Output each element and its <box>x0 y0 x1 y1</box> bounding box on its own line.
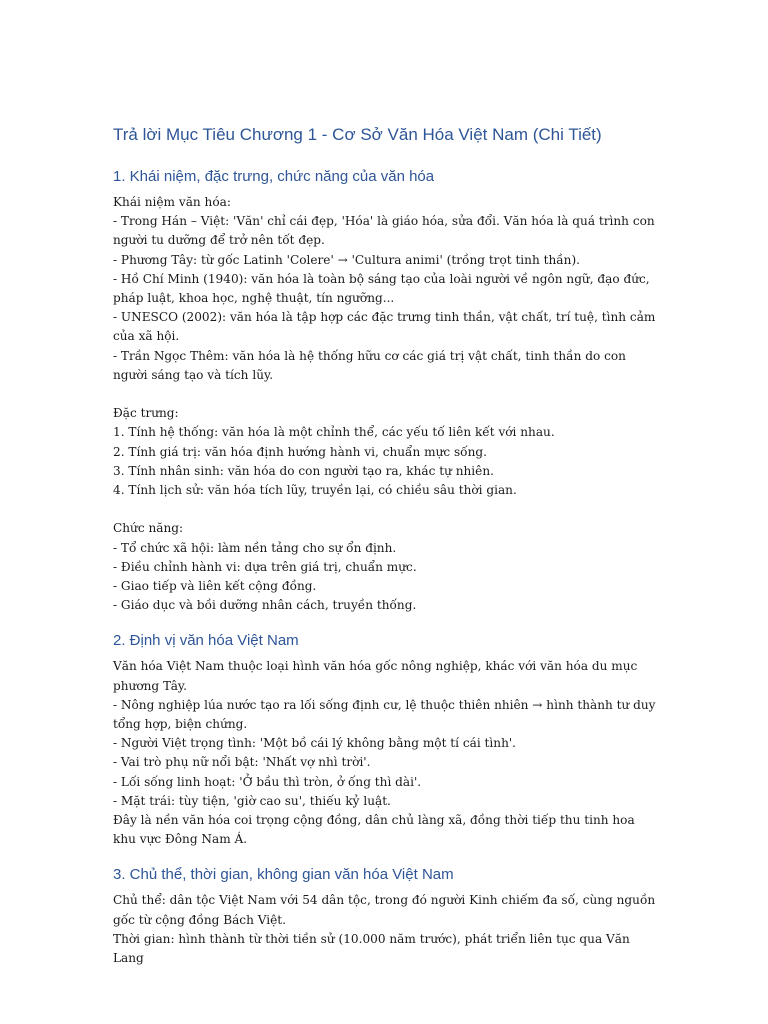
section-3 <box>113 865 658 968</box>
paragraph-line: Đây là nền văn hóa coi trọng cộng đồng, dân chủ làng xã, đồng thời tiếp thu tinh hoa khu vực Đông Nam Á. <box>113 813 635 847</box>
paragraph-line: 3. Tính nhân sinh: văn hóa do con người tạo ra, khác tự nhiên. <box>113 463 494 478</box>
paragraph-line: Thời gian: hình thành từ thời tiền sử (10.000 năm trước), phát triển liên tục qua Văn Lang <box>113 931 630 966</box>
paragraph-line: - Trần Ngọc Thêm: văn hóa là hệ thống hữu cơ các giá trị vật chất, tinh thần do con người sáng tạo và tích lũy. <box>113 348 626 382</box>
paragraph-line: - Giao tiếp và liên kết cộng đồng. <box>113 579 317 594</box>
paragraph-line: - Phương Tây: từ gốc Latinh 'Colere' → 'Cultura animi' (trồng trọt tinh thần). <box>113 252 581 267</box>
paragraph-line: - Lối sống linh hoạt: 'Ở bầu thì tròn, ở ống thì dài'. <box>113 774 422 789</box>
paragraph-line: Đặc trưng: <box>113 406 179 421</box>
paragraph-line: - Trong Hán – Việt: 'Văn' chỉ cái đẹp, 'Hóa' là giáo hóa, sửa đổi. Văn hóa là quá trình con người tu dưỡng để trở nên tốt đẹp. <box>113 214 655 248</box>
section-body <box>113 657 658 849</box>
paragraph-line: - Người Việt trọng tình: 'Một bồ cái lý không bằng một tí cái tình'. <box>113 736 517 751</box>
document-title: Trả lời Mục Tiêu Chương 1 - Cơ Sở Văn Hóa Việt Nam (Chi Tiết) <box>113 125 602 144</box>
paragraph-line: - Điều chỉnh hành vi: dựa trên giá trị, chuẩn mực. <box>113 559 417 574</box>
paragraph-line: Khái niệm văn hóa: <box>113 195 231 209</box>
section-body <box>113 193 658 615</box>
document-body <box>113 124 658 984</box>
section-2 <box>113 631 658 849</box>
paragraph-line: Văn hóa Việt Nam thuộc loại hình văn hóa gốc nông nghiệp, khác với văn hóa du mục phương Tây. <box>113 659 638 693</box>
blank-line <box>113 385 658 404</box>
paragraph-line: - Mặt trái: tùy tiện, 'giờ cao su', thiếu kỷ luật. <box>113 793 391 808</box>
paragraph-line: 1. Tính hệ thống: văn hóa là một chỉnh thể, các yếu tố liên kết với nhau. <box>113 425 555 440</box>
paragraph-line: - Giáo dục và bồi dưỡng nhân cách, truyền thống. <box>113 598 417 613</box>
paragraph-line: 4. Tính lịch sử: văn hóa tích lũy, truyền lại, có chiều sâu thời gian. <box>113 483 517 498</box>
paragraph-line: - Hồ Chí Minh (1940): văn hóa là toàn bộ sáng tạo của loài người về ngôn ngữ, đạo đức, pháp luật, khoa học, nghệ thuật, tín ngưỡng... <box>113 271 650 306</box>
paragraph-line: - Vai trò phụ nữ nổi bật: 'Nhất vợ nhì trời'. <box>113 755 371 770</box>
paragraph-line: Chủ thể: dân tộc Việt Nam với 54 dân tộc, trong đó người Kinh chiếm đa số, cùng nguồn gốc từ cộng đồng Bách Việt. <box>113 893 656 927</box>
section-body <box>113 891 658 968</box>
paragraph-line: - Nông nghiệp lúa nước tạo ra lối sống định cư, lệ thuộc thiên nhiên → hình thành tư duy tổng hợp, biện chứng. <box>113 697 656 732</box>
paragraph-line: - UNESCO (2002): văn hóa là tập hợp các đặc trưng tinh thần, vật chất, trí tuệ, tình cảm của xã hội. <box>113 310 656 344</box>
blank-line <box>113 500 658 519</box>
section-heading: 3. Chủ thể, thời gian, không gian văn hóa Việt Nam <box>113 866 454 884</box>
paragraph-line: 2. Tính giá trị: văn hóa định hướng hành vi, chuẩn mực sống. <box>113 444 487 459</box>
section-heading: 1. Khái niệm, đặc trưng, chức năng của văn hóa <box>113 168 435 185</box>
paragraph-line: Chức năng: <box>113 521 184 536</box>
section-heading: 2. Định vị văn hóa Việt Nam <box>113 632 299 650</box>
paragraph-line: - Tổ chức xã hội: làm nền tảng cho sự ổn định. <box>113 540 397 555</box>
section-1 <box>113 167 658 615</box>
